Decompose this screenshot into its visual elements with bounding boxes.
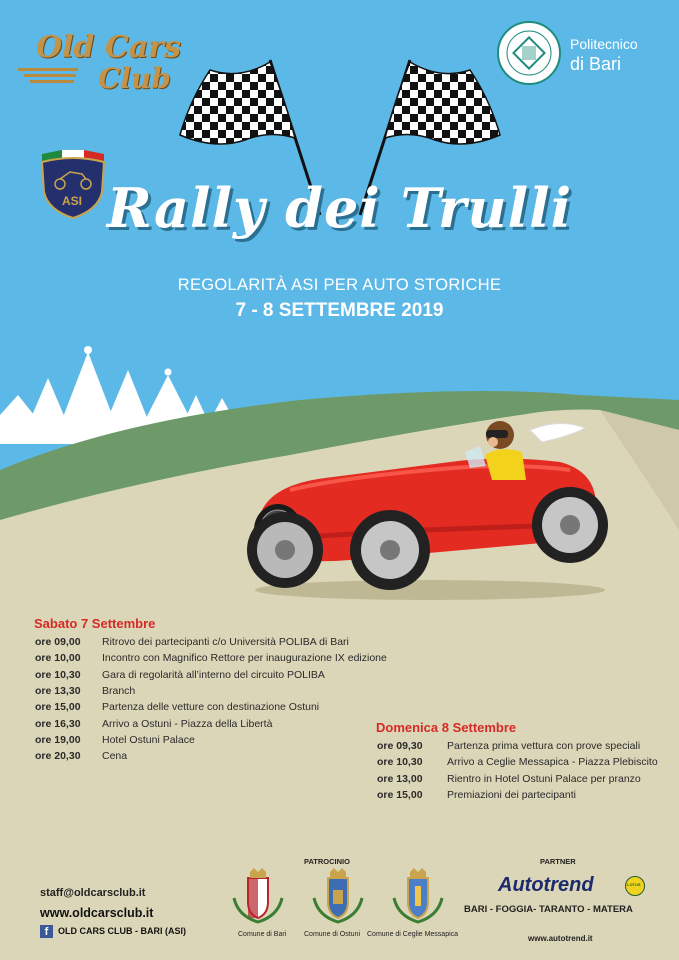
schedule-time: ore 10,30: [377, 756, 423, 769]
schedule-text: Incontro con Magnifico Rettore per inaugurazione IX edizione: [102, 652, 387, 665]
schedule-row: [35, 652, 387, 664]
schedule-row: [35, 685, 135, 697]
saturday-title: Sabato 7 Settembre: [34, 616, 156, 631]
schedule-time: ore 13,30: [35, 684, 81, 697]
schedule-text: Rientro in Hotel Ostuni Palace per pranzo: [447, 772, 641, 785]
schedule-text: Hotel Ostuni Palace: [102, 733, 195, 746]
patrocinio-label: PATROCINIO: [304, 857, 350, 866]
schedule-row: [377, 740, 640, 752]
schedule-row: [35, 701, 319, 713]
ceglie-crest-icon: [394, 868, 442, 922]
schedule-row: [35, 734, 195, 746]
partner-cities: BARI - FOGGIA- TARANTO - MATERA: [464, 904, 633, 915]
schedule-text: Arrivo a Ostuni - Piazza della Libertà: [102, 717, 273, 730]
schedule-row: [377, 789, 576, 801]
politecnico-line1: Politecnico: [570, 36, 638, 52]
partner-label: PARTNER: [540, 857, 576, 866]
lotus-badge-label: LOTUS: [627, 882, 641, 887]
politecnico-logo[interactable]: [496, 20, 666, 86]
sunday-title: Domenica 8 Settembre: [376, 720, 517, 735]
schedule-time: ore 15,00: [35, 701, 81, 714]
autotrend-name: Autotrend: [498, 874, 594, 896]
schedule-text: Cena: [102, 750, 128, 763]
schedule-text: Ritrovo dei partecipanti c/o Università POLIBA di Bari: [102, 636, 349, 648]
ostuni-crest-icon: [314, 868, 362, 922]
politecnico-line2: di Bari: [570, 54, 622, 74]
schedule-text: Premiazioni dei partecipanti: [447, 788, 576, 801]
comuni-crests: [230, 868, 480, 926]
schedule-time: ore 10,00: [35, 652, 81, 665]
asi-label: ASI: [62, 194, 83, 208]
schedule-row: [377, 756, 658, 768]
partner-url[interactable]: www.autotrend.it: [528, 934, 593, 943]
event-title: Rally dei Trulli: [106, 176, 573, 240]
event-subtitle: REGOLARITÀ ASI PER AUTO STORICHE: [177, 276, 502, 294]
schedule-row: [35, 669, 325, 681]
email-link[interactable]: staff@oldcarsclub.it: [40, 887, 146, 899]
schedule-time: ore 16,30: [35, 717, 81, 730]
bari-crest-icon: [234, 868, 282, 922]
schedule-time: ore 09,30: [377, 740, 423, 752]
schedule-time: ore 15,00: [377, 788, 423, 801]
schedule-time: ore 19,00: [35, 733, 81, 746]
club-logo-line2: Club: [98, 62, 171, 95]
schedule-text: Partenza delle vetture con destinazione Ostuni: [102, 701, 320, 714]
schedule-text: Gara di regolarità all’interno del circuito POLIBA: [102, 668, 325, 681]
comune-ostuni-label: Comune di Ostuni: [304, 931, 361, 938]
schedule-time: ore 13,00: [377, 772, 423, 785]
schedule-text: Arrivo a Ceglie Messapica - Piazza Plebiscito: [447, 756, 658, 769]
schedule-row: [377, 773, 641, 785]
schedule-time: ore 09,00: [35, 636, 81, 648]
comune-ceglie-label: Comune di Ceglie Messapica: [367, 931, 459, 938]
schedule-time: ore 10,30: [35, 668, 81, 681]
comune-bari-label: Comune di Bari: [238, 931, 287, 938]
old-cars-club-logo[interactable]: [14, 24, 204, 104]
schedule-row: [35, 718, 272, 730]
club-logo-line1: Old Cars: [36, 30, 181, 65]
facebook-label: OLD CARS CLUB - BARI (ASI): [58, 926, 186, 936]
politecnico-seal-icon: [496, 20, 562, 86]
schedule-row: [35, 636, 349, 648]
schedule-text: Branch: [102, 684, 136, 697]
autotrend-logo[interactable]: [498, 873, 668, 899]
event-dates: 7 - 8 SETTEMBRE 2019: [235, 300, 444, 321]
schedule-time: ore 20,30: [35, 750, 81, 763]
schedule-text: Partenza prima vettura con prove speciali: [447, 740, 641, 752]
schedule-row: [35, 750, 127, 762]
facebook-icon: f: [40, 925, 53, 938]
website-link[interactable]: www.oldcarsclub.it: [40, 906, 154, 920]
vintage-race-car: [230, 400, 620, 605]
